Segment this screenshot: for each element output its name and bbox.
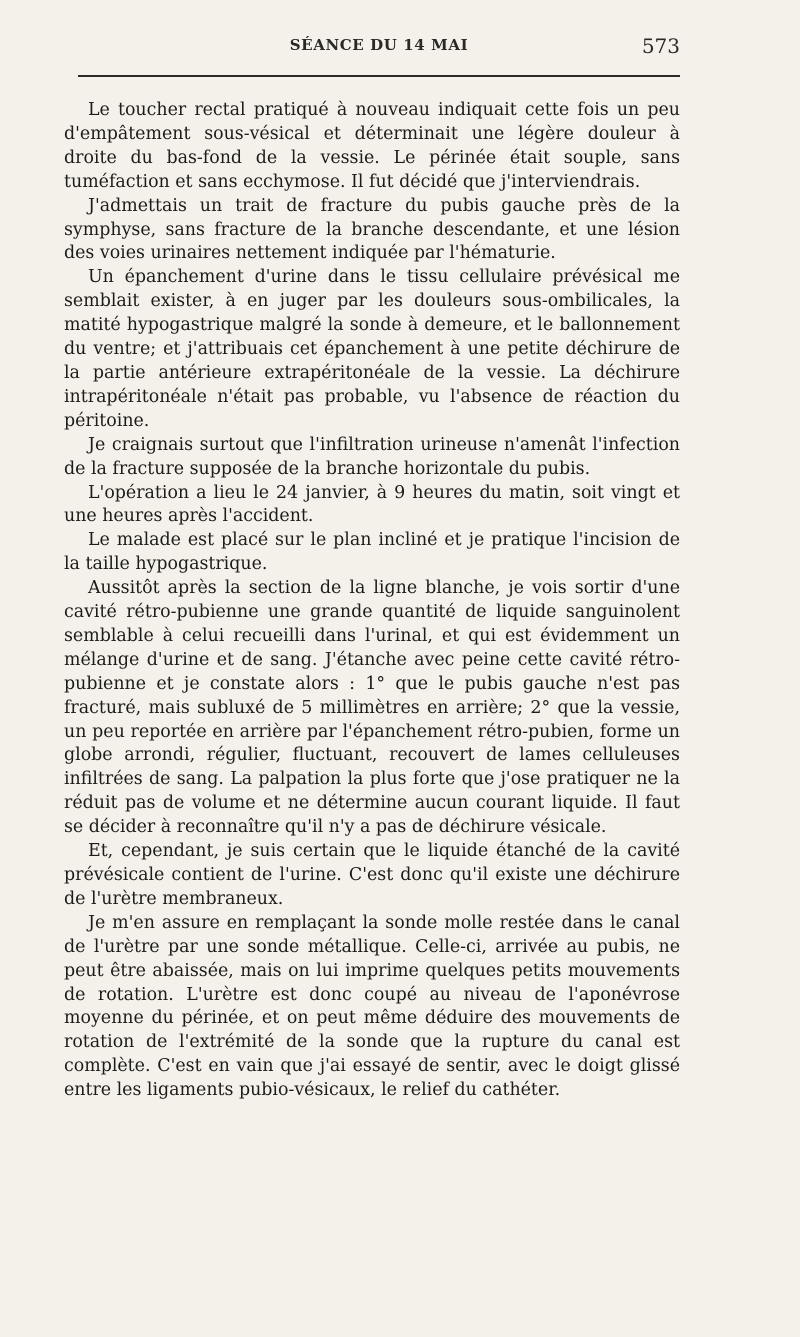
paragraph: Et, cependant, je suis certain que le liquide étanché de la cavité prévésicale contient de l'urine. C'est donc qu'il existe une déchirure de l'urètre membraneux. xyxy=(64,841,680,909)
paragraph: J'admettais un trait de fracture du pubis gauche près de la symphyse, sans fracture de la branche descendante, et une lésion des voies urinaires nettement indiquée par l'hématurie. xyxy=(64,195,680,264)
body-text xyxy=(64,99,680,1103)
header-rule xyxy=(78,75,680,77)
page-header xyxy=(78,36,680,66)
paragraph: L'opération a lieu le 24 janvier, à 9 heures du matin, soit vingt et une heures après l'accident. xyxy=(64,482,680,527)
paragraph: Un épanchement d'urine dans le tissu cellulaire prévésical me semblait exister, à en juger par les douleurs sous-ombilicales, la matité hypogastrique malgré la sonde à demeure, et le ballonnement du ventre; et j'attribuais cet épanchement à une petite déchirure de la partie antérieure extrapéritonéale de la vessie. La déchirure intrapéritonéale n'était pas probable, vu l'absence de réaction du péritoine. xyxy=(64,267,680,431)
paragraph: Le malade est placé sur le plan incliné et je pratique l'incision de la taille hypogastrique. xyxy=(64,530,680,575)
page-number: 573 xyxy=(641,34,680,58)
paragraph: Je m'en assure en remplaçant la sonde molle restée dans le canal de l'urètre par une sonde métallique. Celle-ci, arrivée au pubis, ne peut être abaissée, mais on lui imprime quelques petits mouvements de rotation. L'urètre est donc coupé au niveau de l'aponévrose moyenne du périnée, et on peut même déduire des mouvements de rotation de l'extrémité de la sonde que la rupture du canal est complète. C'est en vain que j'ai essayé de sentir, avec le doigt glissé entre les ligaments pubio-vésicaux, le relief du cathéter. xyxy=(64,912,680,1101)
paragraph: Aussitôt après la section de la ligne blanche, je vois sortir d'une cavité rétro-pubienne une grande quantité de liquide sanguinolent semblable à celui recueilli dans l'urinal, et qui est évidemment un mélange d'urine et de sang. J'étanche avec peine cette cavité rétro-pubienne et je constate alors : 1° que le pubis gauche n'est pas fracturé, mais subluxé de 5 millimètres en arrière; 2° que la vessie, un peu reportée en arrière par l'épanchement rétro-pubien, forme un globe arrondi, régulier, fluctuant, recouvert de lames celluleuses infiltrées de sang. La palpation la plus forte que j'ose pratiquer ne la réduit pas de volume et ne détermine aucun courant liquide. Il faut se décider à reconnaître qu'il n'y a pas de déchirure vésicale. xyxy=(64,578,680,838)
running-head: SÉANCE DU 14 MAI xyxy=(289,36,469,54)
paragraph: Je craignais surtout que l'infiltration urineuse n'amenât l'infection de la fracture supposée de la branche horizontale du pubis. xyxy=(64,434,680,479)
paragraph: Le toucher rectal pratiqué à nouveau indiquait cette fois un peu d'empâtement sous-vésical et déterminait une légère douleur à droite du bas-fond de la vessie. Le périnée était souple, sans tuméfaction et sans ecchymose. Il fut décidé que j'interviendrais. xyxy=(64,100,680,192)
